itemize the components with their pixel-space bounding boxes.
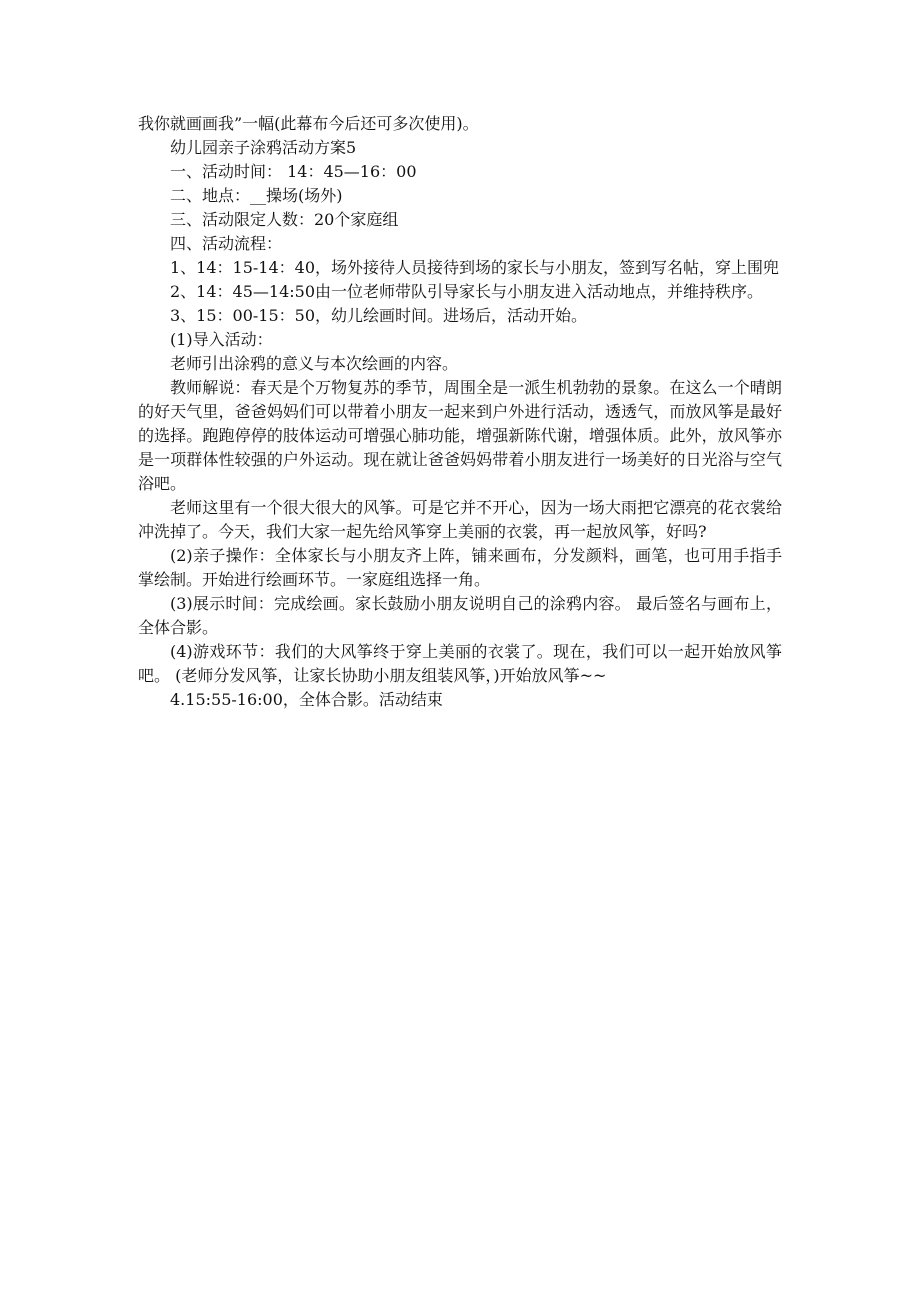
participant-limit: 三、活动限定人数：20个家庭组 — [170, 210, 399, 229]
process-step-3: 3、15：00-15：50，幼儿绘画时间。进场后，活动开始。 — [170, 306, 588, 325]
substep-parent-child: (2)亲子操作：全体家长与小朋友齐上阵，铺来画布，分发颜料，画笔，也可用手指手掌绘制。开始进行绘画环节。一家庭组选择一角。 — [138, 546, 782, 589]
substep-intro-heading: (1)导入活动： — [170, 330, 273, 349]
process-heading: 四、活动流程： — [170, 234, 283, 253]
process-step-1: 1、14：15-14：40，场外接待人员接待到场的家长与小朋友，签到写名帖，穿上围兜 — [170, 258, 780, 277]
substep-game: (4)游戏环节：我们的大风筝终于穿上美丽的衣裳了。现在，我们可以一起开始放风筝吧。 (老师分发风筝，让家长协助小朋友组装风筝，)开始放风筝~~ — [138, 642, 782, 685]
substep-intro-text: 老师引出涂鸦的意义与本次绘画的内容。 — [170, 354, 459, 373]
kite-story: 老师这里有一个很大很大的风筝。可是它并不开心，因为一场大雨把它漂亮的花衣裳给冲洗掉了。今天，我们大家一起先给风筝穿上美丽的衣裳，再一起放风筝，好吗? — [138, 498, 782, 541]
teacher-explanation: 教师解说：春天是个万物复苏的季节，周围全是一派生机勃勃的景象。在这么一个晴朗的好天气里，爸爸妈妈们可以带着小朋友一起来到户外进行活动，透透气，而放风筝是最好的选择。跑跑停停的肢体运动可增强心肺功能，增强新陈代谢，增强体质。此外，放风筝亦是一项群体性较强的户外运动。现在就让爸爸妈妈带着小朋友进行一场美好的日光浴与空气浴吧。 — [138, 378, 782, 493]
document-body — [138, 112, 782, 712]
process-step-2: 2、14：45—14:50由一位老师带队引导家长与小朋友进入活动地点，并维持秩序。 — [170, 282, 764, 301]
section-title: 幼儿园亲子涂鸦活动方案5 — [170, 138, 357, 157]
substep-display: (3)展示时间：完成绘画。家长鼓励小朋友说明自己的涂鸦内容。 最后签名与画布上，全体合影。 — [138, 594, 782, 637]
activity-time: 一、活动时间： 14：45—16：00 — [170, 162, 417, 181]
paragraph-continuation: 我你就画画我”一幅(此幕布今后还可多次使用)。 — [138, 114, 479, 133]
process-step-4: 4.15:55-16:00，全体合影。活动结束 — [170, 690, 443, 709]
activity-location: 二、地点：__操场(场外) — [170, 186, 343, 205]
